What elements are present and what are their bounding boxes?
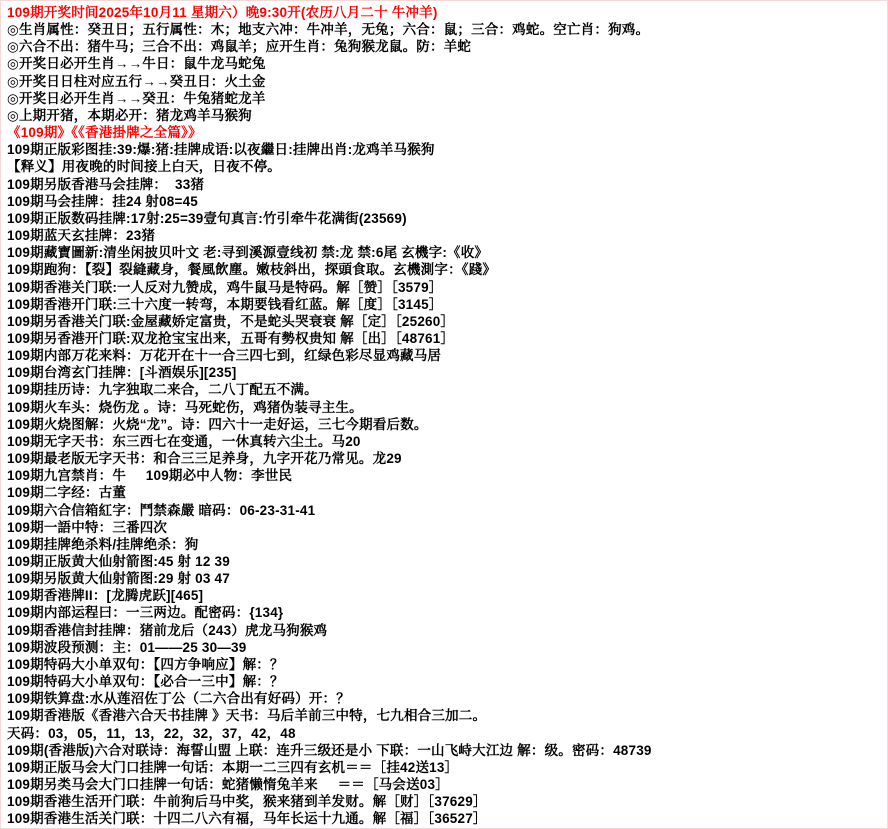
text-line: 109期波段预测：主：01——25 30—39 <box>7 639 247 655</box>
text-line: ◎生肖属性：癸丑日；五行属性：木；地支六冲：牛冲羊，无兔；六合：鼠；三合：鸡蛇。空亡肖：狗鸡。 <box>7 22 650 38</box>
text-line: 109期挂历诗：九字独取二来合，二八丁配五不满。 <box>7 382 318 398</box>
text-line: 109期香港版《香港六合天书挂牌 》天书：马后羊前三中特，七九相合三加二。 <box>7 708 487 724</box>
text-line: 109期另类马会大门口挂牌一句话：蛇猪懒惰兔羊来 ＝＝［马会送03］ <box>7 777 449 793</box>
text-line: 109期铁算盘:水从莲沼佐丁公（二六合出有好码）开：？ <box>7 691 350 707</box>
text-line: 109期无字天书：东三西七在变通，一休真转六尘土。马20 <box>7 433 361 449</box>
text-line: 109期特码大小单双句：【四方争响应】解：？ <box>7 656 284 672</box>
text-line: 天码：03，05，11，13，22，32，37，42，48 <box>7 725 296 741</box>
text-line: 109期正版马会大门口挂牌一句话：本期一二三四有玄机＝＝［挂42送13］ <box>7 759 459 775</box>
text-line: ◎上期开猪，本期必开：猪龙鸡羊马猴狗 <box>7 107 252 123</box>
text-line: ◎开奖日必开生肖→→癸丑：牛兔猪蛇龙羊 <box>7 90 266 106</box>
text-line: 109期另版香港马会挂牌： 33猪 <box>7 176 205 192</box>
content-lines <box>1 1 887 828</box>
text-line: 109期香港生活开门联：牛前狗后马中奖，猴来猪到羊发财。解［财］［37629］ <box>7 794 487 810</box>
text-line: 109期台湾玄门挂牌：[斗酒娱乐][235] <box>7 365 237 381</box>
text-line: 109期火烧图解：火烧“龙”。诗：四六十一走好运，三七今期看后数。 <box>7 416 428 432</box>
text-line: 109期另香港关门联:金屋藏娇定富贵，不是蛇头哭衰衰 解［定］［25260］ <box>7 313 455 329</box>
text-line: 109期正版彩图挂:39:爆:猪:挂牌成语:以夜繼日:挂牌出肖:龙鸡羊马猴狗 <box>7 142 435 158</box>
text-line: 【释义】用夜晚的时间接上白天，日夜不停。 <box>7 159 281 175</box>
text-line: 109期六合信箱紅字：鬥禁森嚴 暗码：06-23-31-41 <box>7 502 316 518</box>
text-line: 109期内部运程曰：一三两边。配密码：{134} <box>7 605 284 621</box>
text-line: 109期香港牌II：[龙腾虎跃][465] <box>7 588 204 604</box>
text-line: 109期香港关门联:一人反对九赞成，鸡牛鼠马是特码。解［赞］［3579］ <box>7 279 443 295</box>
text-line: 109期另版黄大仙射箭图:29 射 03 47 <box>7 571 230 587</box>
text-line: 109期特码大小单双句：【必合一三中】解：？ <box>7 674 284 690</box>
text-line: ◎六合不出：猪牛马；三合不出：鸡鼠羊；应开生肖：兔狗猴龙鼠。防：羊蛇 <box>7 39 472 55</box>
text-line: 109期二字经：古董 <box>7 485 127 501</box>
heading-line: 109期开奖时间2025年10月11 星期六）晚9:30开(农历八月二十 牛冲羊) <box>7 5 438 20</box>
text-line: 109期正版数码挂牌:17射:25=39壹句真言:竹引牵牛花满街(23569) <box>7 210 407 226</box>
text-line: 109期藏寶圖新:清坐闲披贝叶文 老:寻到溪源壹线初 禁:龙 禁:6尾 玄機字:《收》 <box>7 245 489 261</box>
text-line: 109期(香港版)六合对联诗：海誓山盟 上联：连升三级还是小 下联：一山飞峙大江边 解：级。密码：48739 <box>7 742 652 758</box>
text-line: 109期香港生活关门联：十四二八六有福，马年长运十九通。解［福］［36527］ <box>7 811 487 827</box>
text-line: 109期另香港开门联:双龙抢宝宝出来，五哥有勢权贵知 解［出］［48761］ <box>7 330 455 346</box>
text-line: ◎开奖日必开生肖→→牛日：鼠牛龙马蛇兔 <box>7 56 266 72</box>
text-line: 109期九宫禁肖：牛 109期必中人物：李世民 <box>7 468 293 484</box>
text-line: 109期火车头：烧伤龙 。诗：马死蛇伤，鸡猪伪装寻主生。 <box>7 399 363 415</box>
text-line: 109期内部万花来料：万花开在十一合三四七到，红绿色彩尽显鸡藏马居 <box>7 348 442 364</box>
text-line: 109期跑狗：【裂】裂縫藏身，餐風飲塵。嫩枝斜出，探頭食取。玄機測字：《踐》 <box>7 262 497 278</box>
text-line: 109期最老版无字天书：和合三三足养身，九字开花乃常见。龙29 <box>7 451 402 467</box>
text-line: 109期挂牌绝杀料/挂牌绝杀：狗 <box>7 536 199 552</box>
text-line: 109期马会挂牌：挂24 射08=45 <box>7 193 199 209</box>
text-line: 109期香港信封挂牌：猪前龙后（243）虎龙马狗猴鸡 <box>7 622 328 638</box>
heading-line: 《109期》《《香港掛牌之全篇》》 <box>7 125 202 141</box>
text-line: 109期一語中特：三番四次 <box>7 519 168 535</box>
text-line: 109期正版黄大仙射箭图:45 射 12 39 <box>7 554 230 569</box>
text-line: 109期香港开门联:三十六度一转弯，本期要钱看红蓝。解［度］［3145］ <box>7 296 443 312</box>
text-line: 109期蓝天玄挂牌：23猪 <box>7 228 156 244</box>
text-line: ◎开奖日日柱对应五行→→癸丑日：火土金 <box>7 73 266 89</box>
